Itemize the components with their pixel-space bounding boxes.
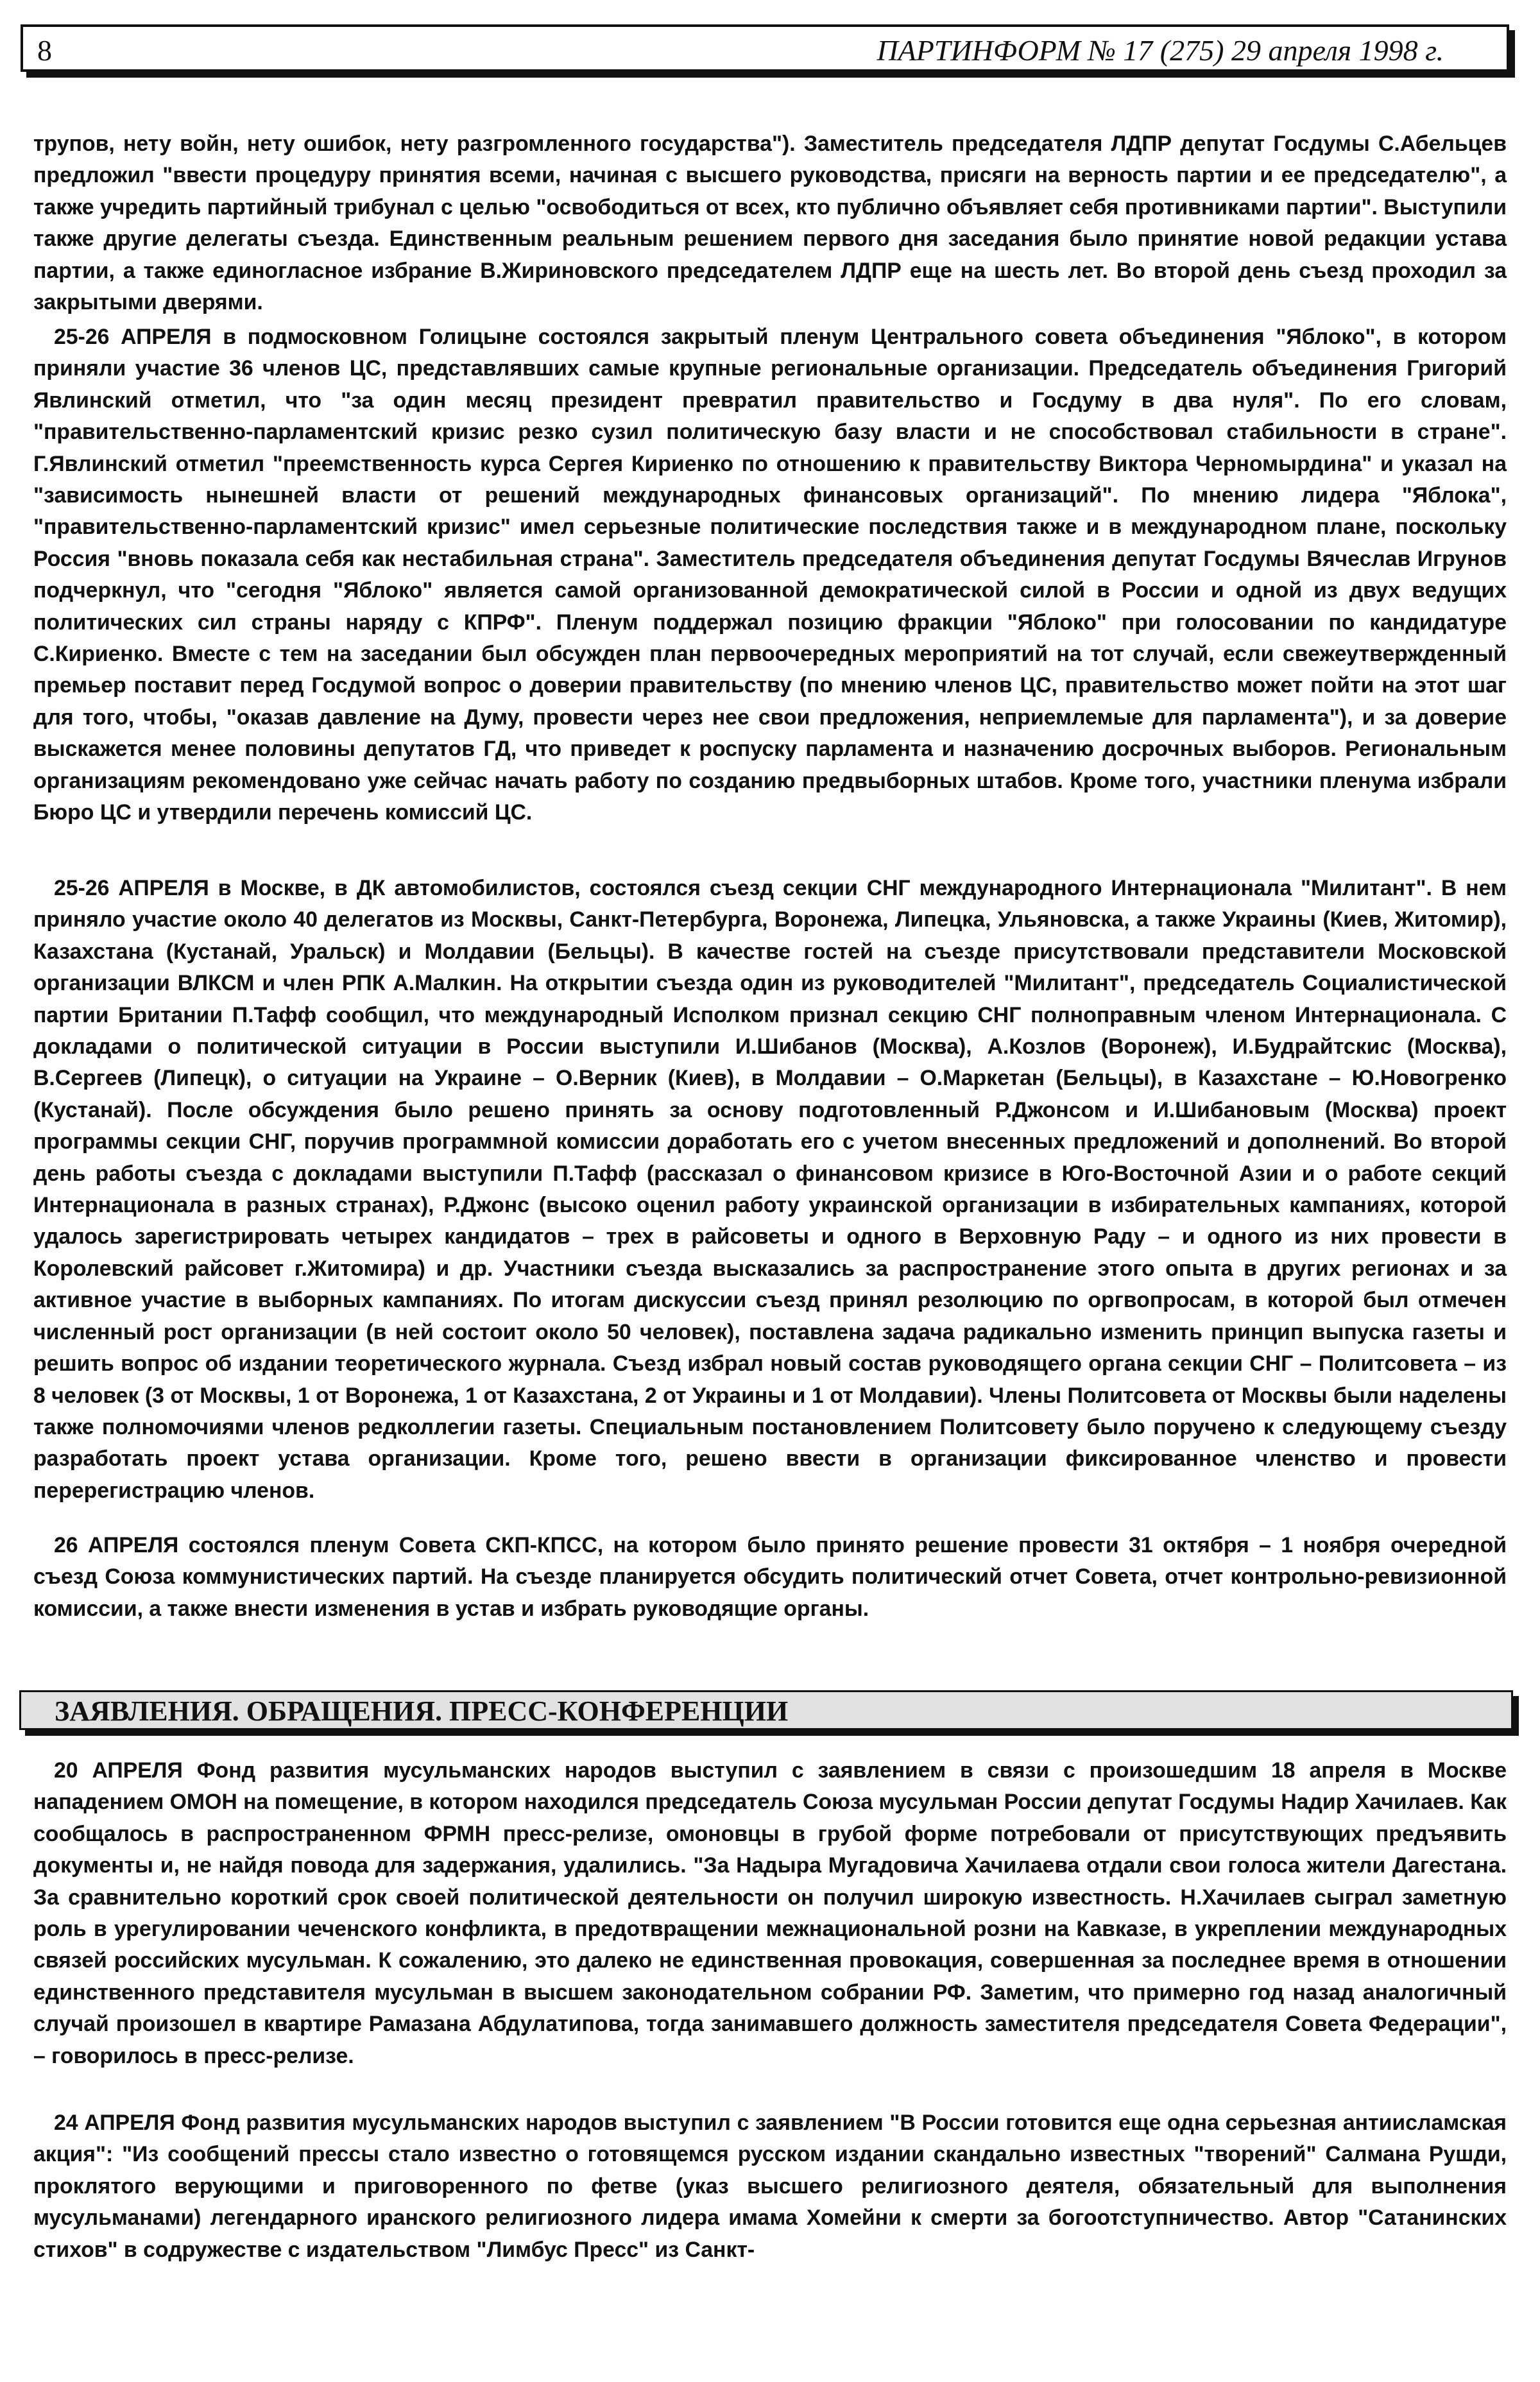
page-number: 8 bbox=[37, 34, 52, 67]
paragraph-frmn-april-24 bbox=[33, 2107, 1507, 2266]
paragraph-text: состоялся пленум Совета СКП-КПСС, на котором было принято решение провести 31 октября – 1 ноября очередной съезд Союза коммунистических партий. На съезде планируется обсудить политический отчет Совета, отчет контрольно-ревизионной комиссии, а также внести изменения в устав и избрать руководящие органы. bbox=[33, 1533, 1507, 1621]
paragraph-date: 20 АПРЕЛЯ bbox=[54, 1758, 183, 1783]
paragraph-date: 25-26 АПРЕЛЯ bbox=[54, 876, 209, 900]
section-title: ЗАЯВЛЕНИЯ. ОБРАЩЕНИЯ. ПРЕСС-КОНФЕРЕНЦИИ bbox=[55, 1695, 789, 1727]
paragraph-yabloko bbox=[33, 321, 1507, 829]
paragraph-text: Фонд развития мусульманских народов выступил с заявлением в связи с произошедшим 18 апреля в Москве нападением ОМОН на помещение, в котором находился председатель Союза мусульман России депутат Госдумы Надир Хачилаев. Как сообщалось в распространенном ФРМН пресс-релизе, омоновцы в грубой форме потребовали от присутствующих предъявить документы и, не найдя повода для задержания, удалились. "За Надыра Мугадовича Хачилаева отдали свои голоса жители Дагестана. За сравнительно короткий срок своей политической деятельности он получил широкую известность. Н.Хачилаев сыграл заметную роль в урегулировании чеченского конфликта, в предотвращении межнациональной розни на Кавказе, в укреплении международных связей российских мусульман. К сожалению, это далеко не единственная провокация, совершенная за последнее время в отношении единственного представителя мусульман в высшем законодательном собрании РФ. Заметим, что примерно год назад аналогичный случай произошел в квартире Рамазана Абдулатипова, тогда занимавшего должность заместителя председателя Совета Федерации", – говорилось в пресс-релизе. bbox=[33, 1758, 1507, 2068]
issue-title: ПАРТИНФОРМ № 17 (275) 29 апреля 1998 г. bbox=[877, 34, 1444, 67]
paragraph-frmn-april-20 bbox=[33, 1755, 1507, 2072]
paragraph-date: 26 АПРЕЛЯ bbox=[54, 1533, 179, 1557]
paragraph-text: в подмосковном Голицыне состоялся закрытый пленум Центрального совета объединения "Яблоко", в котором приняли участие 36 членов ЦС, представлявших самые крупные региональные организации. Председатель объединения Григорий Явлинский отметил, что "за один месяц президент превратил правительство и Госдуму в два нуля". По его словам, "правительственно-парламентский кризис резко сузил политическую базу власти и не способствовал стабильности в стране". Г.Явлинский отметил "преемственность курса Сергея Кириенко по отношению к правительству Виктора Черномырдина" и указал на "зависимость нынешней власти от решений международных финансовых организаций". По мнению лидера "Яблока", "правительственно-парламентский кризис" имел серьезные политические последствия также и в международном плане, поскольку Россия "вновь показала себя как нестабильная страна". Заместитель председателя объединения депутат Госдумы Вячеслав Игрунов подчеркнул, что "сегодня "Яблоко" является самой организованной демократической силой в России и одной из двух ведущих политических сил страны наряду с КПРФ". Пленум поддержал позицию фракции "Яблоко" при голосовании по кандидатуре С.Кириенко. Вместе с тем на заседании был обсужден план первоочередных мероприятий на тот случай, если свежеутвержденный премьер поставит перед Госдумой вопрос о доверии правительству (по мнению членов ЦС, правительство может пойти на этот шаг для того, чтобы, "оказав давление на Думу, провести через нее свои предложения, неприемлемые для парламента"), и за доверие выскажется менее половины депутатов ГД, что приведет к роспуску парламента и назначению досрочных выборов. Региональным организациям рекомендовано уже сейчас начать работу по созданию предвыборных штабов. Кроме того, участники пленума избрали Бюро ЦС и утвердили перечень комиссий ЦС. bbox=[33, 325, 1507, 825]
paragraph-text: трупов, нету войн, нету ошибок, нету разгромленного государства"). Заместитель председателя ЛДПР депутат Госдумы С.Абельцев предложил "ввести процедуру принятия всеми, начиная с высшего руководства, присяги на верность партии и ее председателю", а также учредить партийный трибунал с целью "освободиться от всех, кто публично объявляет себя противниками партии". Выступили также другие делегаты съезда. Единственным реальным решением первого дня заседания было принятие новой редакции устава партии, а также единогласное избрание В.Жириновского председателем ЛДПР еще на шесть лет. Во второй день съезд проходил за закрытыми дверями. bbox=[33, 132, 1507, 315]
paragraph-text: Фонд развития мусульманских народов выступил с заявлением "В России готовится еще одна серьезная антиисламская акция": "Из сообщений прессы стало известно о готовящемся русском издании скандально известных "творений" Салмана Рушди, проклятого верующими и приговоренного по фетве (указ высшего религиозного деятеля, обязательный для выполнения мусульманами) легендарного иранского религиозного лидера имама Хомейни к смерти за богоотступничество. Автор "Сатанинских стихов" в содружестве с издательством "Лимбус Пресс" из Санкт- bbox=[33, 2111, 1507, 2262]
section-header bbox=[19, 1690, 1513, 1730]
paragraph-text: в Москве, в ДК автомобилистов, состоялся съезд секции СНГ международного Интернационала "Милитант". В нем приняло участие около 40 делегатов из Москвы, Санкт-Петербурга, Воронежа, Липецка, Ульяновска, а также Украины (Киев, Житомир), Казахстана (Кустанай, Уральск) и Молдавии (Бельцы). В качестве гостей на съезде присутствовали представители Московской организации ВЛКСМ и член РПК А.Малкин. На открытии съезда один из руководителей "Милитант", председатель Социалистической партии Британии П.Тафф сообщил, что международный Исполком признал секцию СНГ полноправным членом Интернационала. С докладами о политической ситуации в России выступили И.Шибанов (Москва), А.Козлов (Воронеж), И.Будрайтскис (Москва), В.Сергеев (Липецк), о ситуации на Украине – О.Верник (Киев), в Молдавии – О.Маркетан (Бельцы), в Казахстане – Ю.Новогренко (Кустанай). После обсуждения было решено принять за основу подготовленный Р.Джонсом и И.Шибановым (Москва) проект программы секции СНГ, поручив программной комиссии доработать его с учетом внесенных предложений и дополнений. Во второй день работы съезда с докладами выступили П.Тафф (рассказал о финансовом кризисе в Юго-Восточной Азии и о работе секций Интернационала в разных странах), Р.Джонс (высоко оценил работу украинской организации в избирательных кампаниях, которой удалось зарегистрировать четырех кандидатов – трех в райсоветы и одного в Верховную Раду – и одного из них провести в Королевский райсовет г.Житомира) и др. Участники съезда высказались за распространение этого опыта в других регионах и за активное участие в выборных кампаниях. По итогам дискуссии съезд принял резолюцию по оргвопросам, в которой был отмечен численный рост организации (в ней состоит около 50 человек), поставлена задача радикально изменить принцип выпуска газеты и решить вопрос об издании теоретического журнала. Съезд избрал новый состав руководящего органа секции СНГ – Политсовета – из 8 человек (3 от Москвы, 1 от Воронежа, 1 от Казахстана, 2 от Украины и 1 от Молдавии). Члены Политсовета от Москвы были наделены также полномочиями членов редколлегии газеты. Специальным постановлением Политсовету было поручено к следующему съезду разработать проект устава организации. Кроме того, решено ввести в организации фиксированное членство и провести перерегистрацию членов. bbox=[33, 876, 1507, 1503]
paragraph-skp-kpss bbox=[33, 1530, 1507, 1625]
page-header bbox=[21, 24, 1509, 72]
paragraph-date: 24 АПРЕЛЯ bbox=[54, 2111, 175, 2135]
paragraph-ldpr bbox=[33, 128, 1507, 318]
paragraph-militant bbox=[33, 873, 1507, 1507]
paragraph-date: 25-26 АПРЕЛЯ bbox=[54, 325, 212, 349]
